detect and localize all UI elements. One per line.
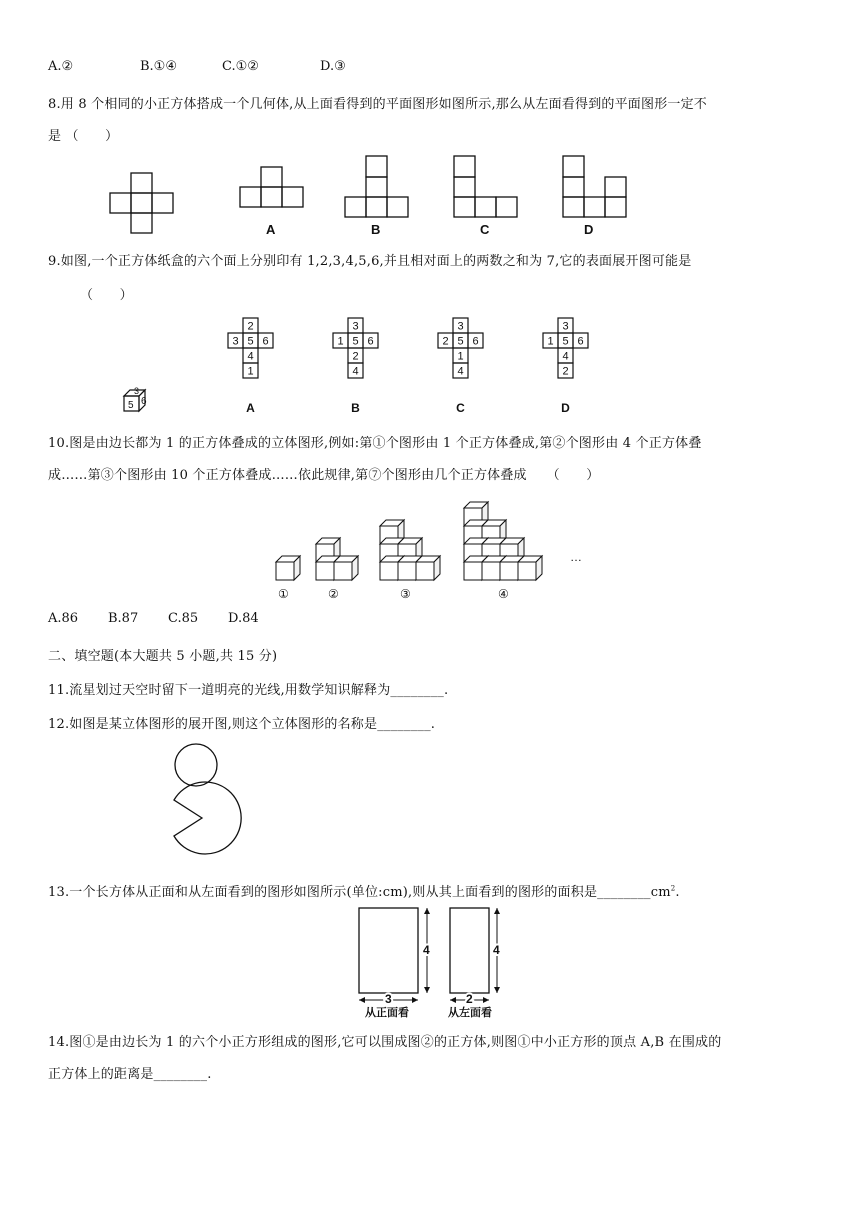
q10-fig-label-2: ② [328,587,339,601]
q8-option-c-figure [454,156,517,217]
q13-front-height: 4 [423,943,430,957]
q8-figures [100,150,640,246]
q9-cube-top: 3 [134,386,140,396]
q9-net-cell-number: 1 [247,365,254,378]
q12-base-circle [175,744,217,786]
q10-fig-label-3: ③ [400,587,411,601]
q9-figures [118,314,618,422]
q9-net-cell-number: 3 [562,320,569,333]
q9-net-cell-number: 3 [232,335,239,348]
q7-option-d: D.③ [320,59,346,74]
q8-label-b: B [371,222,381,237]
q9-net-cell-number: 3 [457,320,464,333]
q7-option-a: A.② [48,59,74,74]
q12-text: 12.如图是某立体图形的展开图,则这个立体图形的名称是________. [48,717,436,732]
q12-lateral-sector [174,782,241,854]
q13-text-end: . [675,885,680,900]
q9-net-d [543,318,588,415]
q9-net-cell-number: 1 [547,335,554,348]
q9-cube-front: 5 [128,400,134,411]
q8-top-view [110,173,173,233]
q10-option-b: B.87 [108,611,139,626]
q13-left-height: 4 [493,943,500,957]
q12-cone-net [160,740,250,876]
q8-label-a: A [266,222,276,237]
q9-net-b [333,318,378,415]
q10-option-d: D.84 [228,611,259,626]
q9-net-cell-number: 5 [562,335,569,348]
q9-net-cell-number: 6 [577,335,584,348]
q8-label-c: C [480,222,490,237]
q10-text-line1: 10.图是由边长都为 1 的正方体叠成的立体图形,例如:第①个图形由 1 个正方体叠成,第②个图形由 4 个正方体叠 [48,436,702,451]
q9-text-line2: （ ） [80,288,133,303]
q8-label-d: D [584,222,594,237]
q10-fig-label-1: ① [278,587,289,601]
q10-cube [518,556,542,580]
q9-net-cell-number: 4 [457,365,464,378]
q7-option-b: B.①④ [140,59,177,74]
q8-option-d-figure [563,156,626,217]
q14-text-line2: 正方体上的距离是________. [48,1067,212,1082]
q9-net-cell-number: 6 [472,335,479,348]
q10-cube [334,556,358,580]
q9-cube-side: 6 [141,396,147,407]
q9-net-cell-number: 6 [262,335,269,348]
q13-text-sup: 2 [670,884,676,893]
q13-front-view [359,908,430,1003]
q8-option-a-figure [240,167,303,207]
q9-text-line1: 9.如图,一个正方体纸盒的六个面上分别印有 1,2,3,4,5,6,并且相对面上的两数之和为 7,它的表面展开图可能是 [48,254,692,269]
q9-net-cell-number: 5 [352,335,359,348]
q13-left-width: 2 [466,992,473,1006]
q9-net-cell-number: 4 [352,365,359,378]
q8-option-b-figure [345,156,408,217]
q13-front-caption: 从正面看 [365,1007,409,1018]
q7-option-c: C.①② [222,59,259,74]
section2-heading: 二、填空题(本大题共 5 小题,共 15 分) [48,649,278,664]
q14-text-line1: 14.图①是由边长为 1 的六个小正方形组成的图形,它可以围成图②的正方体,则图①中小正方形的顶点 A,B 在围成的 [48,1035,722,1050]
q9-net-cell-number: 5 [247,335,254,348]
q11-text: 11.流星划过天空时留下一道明亮的光线,用数学知识解释为________. [48,683,449,698]
q9-net-label: D [561,401,570,415]
q10-ellipsis: … [570,550,582,564]
q9-net-a [228,318,273,415]
q8-text-line1: 8.用 8 个相同的小正方体搭成一个几何体,从上面看得到的平面图形如图所示,那么从左面看得到的平面图形一定不 [48,97,708,112]
q9-net-cell-number: 1 [337,335,344,348]
q9-net-c [438,318,483,415]
q13-text-main: 13.一个长方体从正面和从左面看到的图形如图所示(单位:cm),则从其上面看到的图形的面积是________cm [48,885,671,900]
q9-net-cell-number: 6 [367,335,374,348]
q9-net-cell-number: 4 [562,350,569,363]
q9-net-cell-number: 2 [247,320,254,333]
q9-net-cell-number: 2 [352,350,359,363]
q9-cube [124,386,147,411]
q13-front-width: 3 [385,992,392,1006]
q9-net-label: C [456,401,465,415]
q10-cube [276,556,300,580]
q9-net-cell-number: 2 [562,365,569,378]
q10-figures [270,486,600,608]
q10-fig-label-4: ④ [498,587,509,601]
q10-option-c: C.85 [168,611,199,626]
q10-option-a: A.86 [48,611,79,626]
q9-net-label: A [246,401,255,415]
q13-text [48,881,680,900]
q9-net-cell-number: 3 [352,320,359,333]
q10-text-line2: 成……第③个图形由 10 个正方体叠成……依此规律,第⑦个图形由几个正方体叠成 （ ） [48,468,600,483]
q9-net-cell-number: 4 [247,350,254,363]
q9-net-label: B [351,401,360,415]
q13-figures [352,902,512,1022]
q9-net-cell-number: 1 [457,350,464,363]
q8-text-line2: 是 （ ） [48,129,119,144]
q9-net-cell-number: 2 [442,335,449,348]
q9-net-cell-number: 5 [457,335,464,348]
q13-left-caption: 从左面看 [448,1007,492,1018]
q10-cube [416,556,440,580]
